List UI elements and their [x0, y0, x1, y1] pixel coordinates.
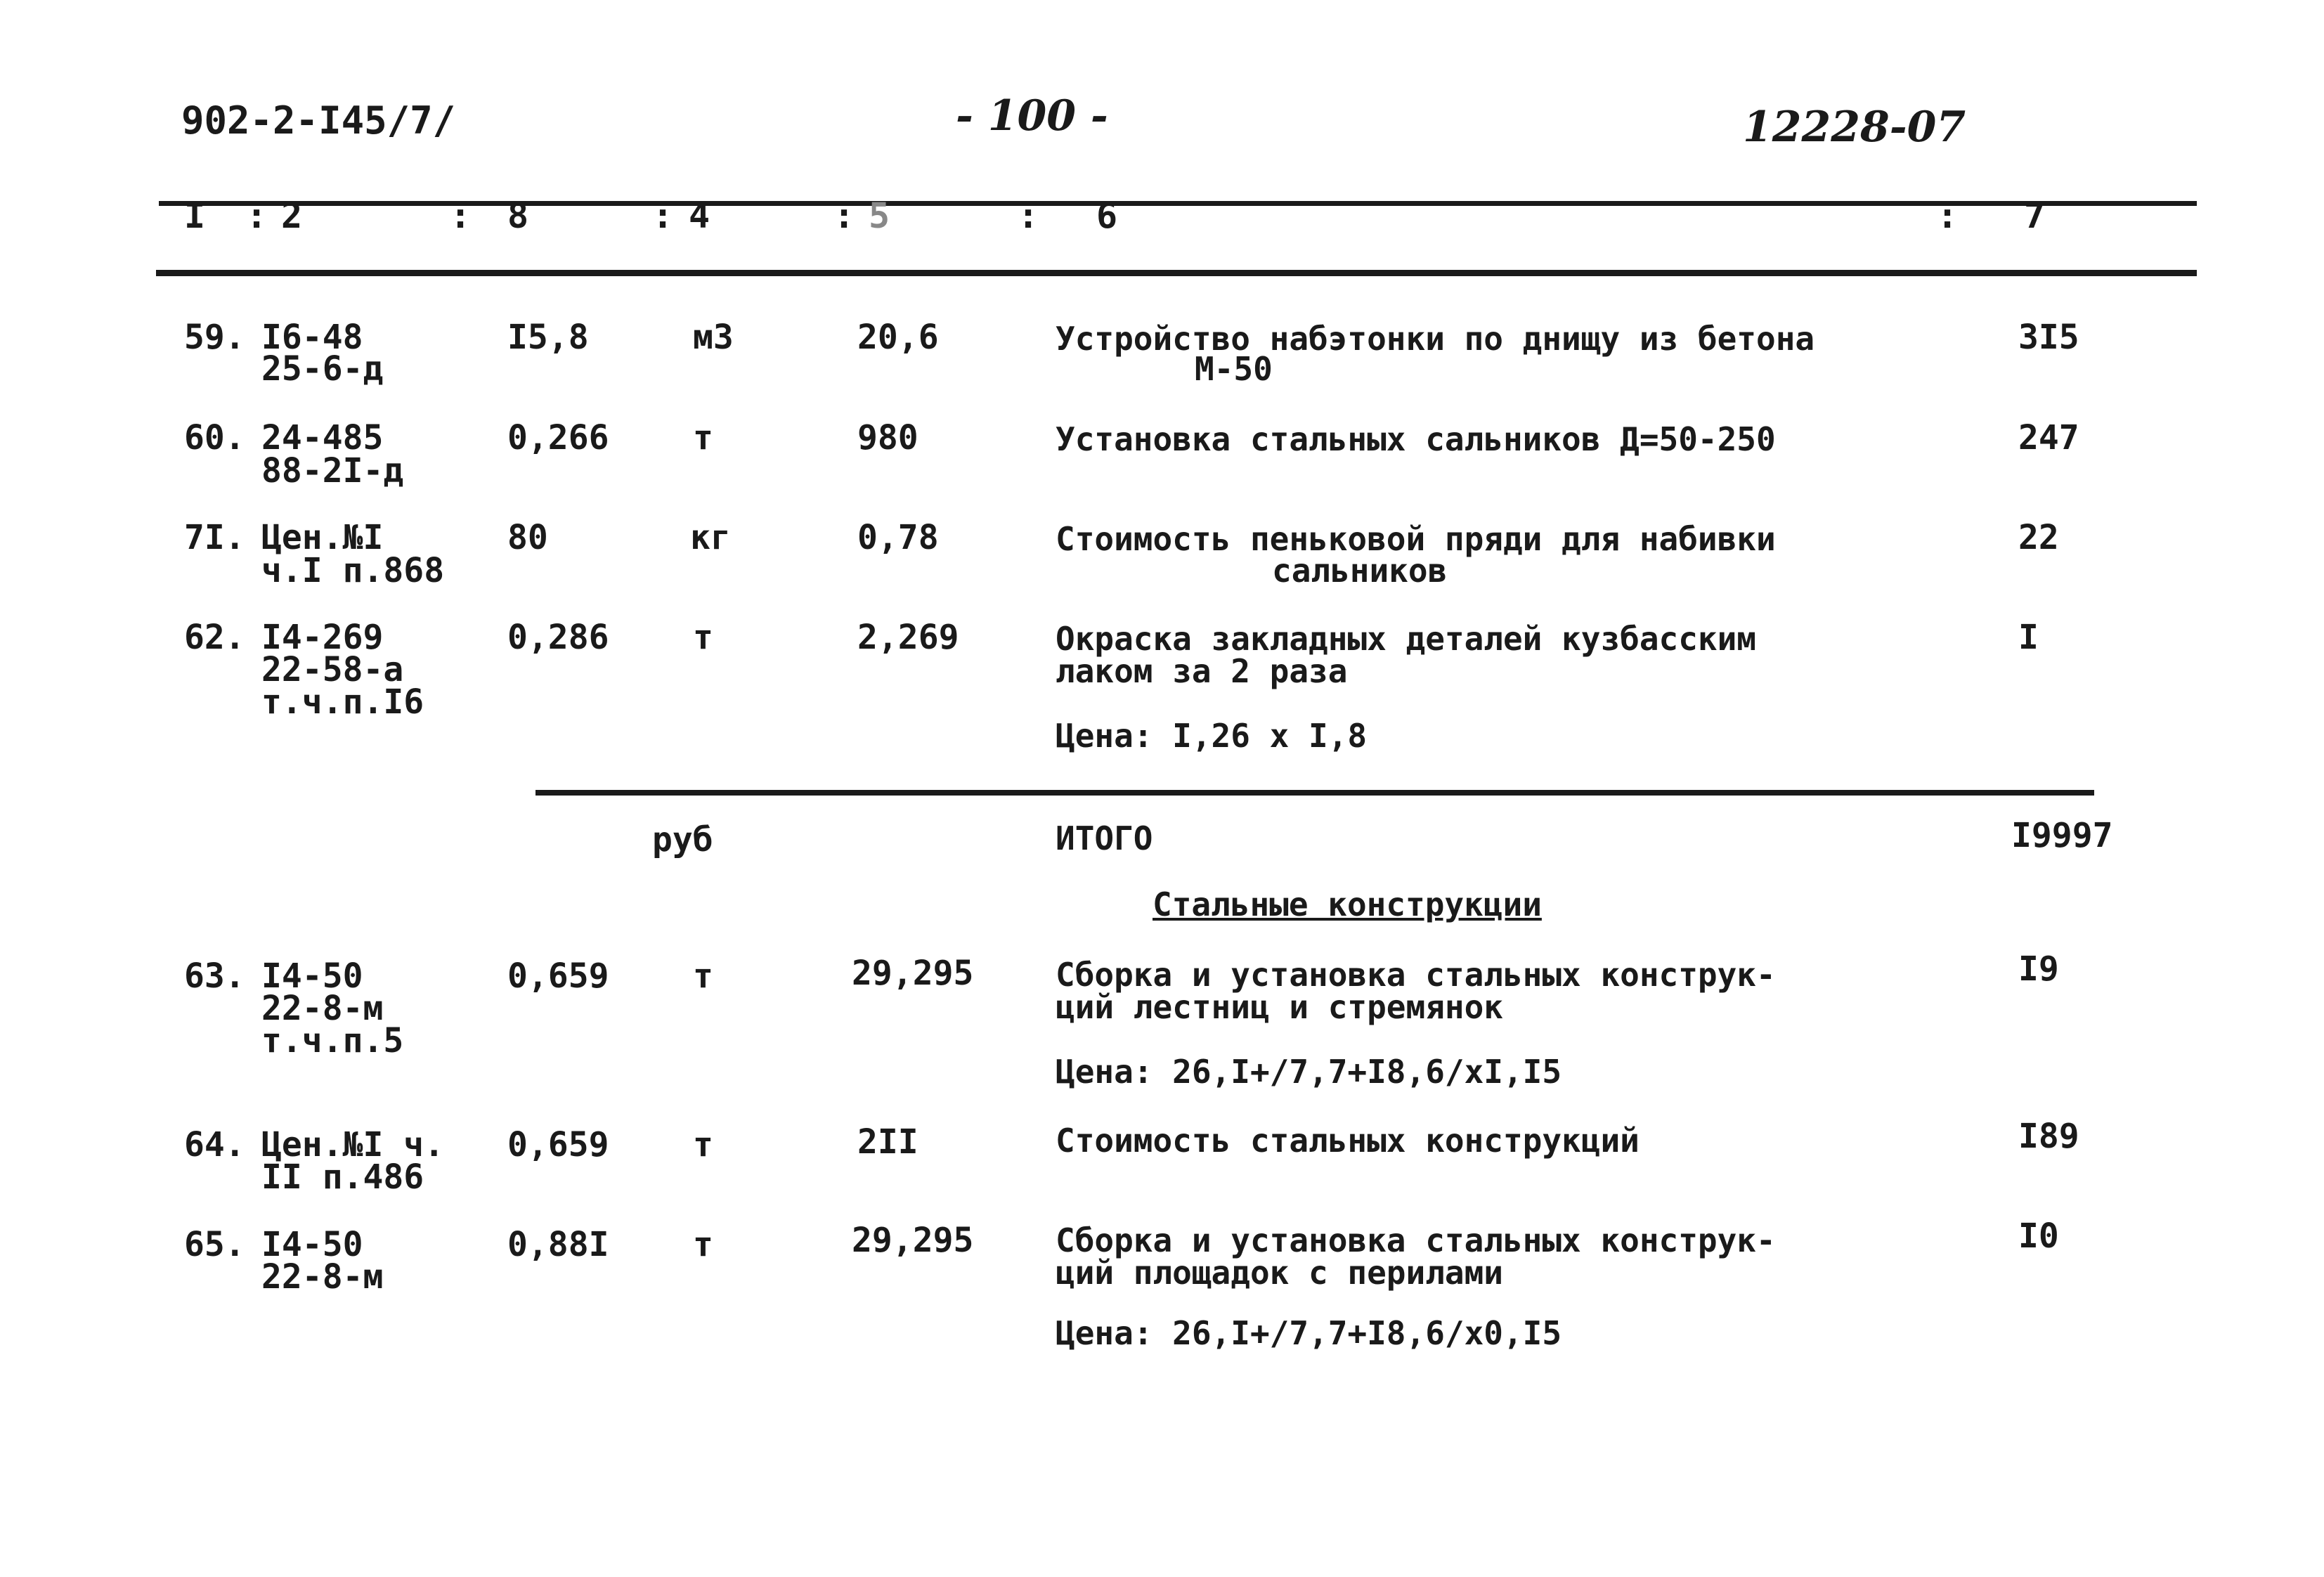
row-total: 3I5 [2018, 318, 2079, 357]
row-total: I [2018, 618, 2039, 657]
work-description: Окраска закладных деталей кузбасским [1056, 620, 1756, 658]
norm-code: 24-485 [261, 418, 384, 457]
quantity: 0,88I [507, 1225, 609, 1264]
work-description: Установка стальных сальников Д=50-250 [1056, 420, 1776, 458]
norm-code-sub: 22-8-м [261, 1257, 384, 1297]
norm-code-ref: т.ч.п.5 [261, 1021, 404, 1060]
norm-code: I4-50 [261, 1225, 363, 1264]
norm-code-sub: ч.I п.868 [261, 551, 445, 590]
col-sep: : [833, 195, 855, 236]
col-sep: : [1018, 195, 1039, 236]
row-number: 62. [184, 618, 245, 657]
row-total: I89 [2018, 1117, 2079, 1156]
col-sep: : [652, 195, 674, 236]
norm-code-ref: т.ч.п.I6 [261, 682, 424, 722]
unit: т [693, 618, 713, 657]
unit: кг [690, 518, 731, 557]
norm-code: I4-269 [261, 618, 384, 657]
unit-price: 29,295 [852, 954, 974, 993]
col-header-4: 4 [689, 195, 710, 236]
norm-code-sub: II п.486 [261, 1157, 424, 1197]
work-description: Устройство набэтонки по днищу из бетона [1056, 320, 1815, 358]
work-description: Сборка и установка стальных конструк- [1056, 1221, 1776, 1259]
work-description: Сборка и установка стальных конструк- [1056, 956, 1776, 994]
norm-code-sub: 25-6-д [261, 349, 384, 389]
subtotal-value: I9997 [2011, 816, 2113, 855]
row-number: 60. [184, 418, 245, 457]
col-header-2: 2 [281, 195, 303, 236]
section-title: Стальные конструкции [1153, 885, 1542, 923]
unit-price: 0,78 [857, 518, 939, 557]
quantity: 0,266 [507, 418, 609, 457]
table-header-rule [156, 270, 2197, 276]
col-sep: : [450, 195, 472, 236]
norm-code-sub: 22-8-м [261, 989, 384, 1028]
row-number: 59. [184, 318, 245, 357]
col-header-1: I [184, 195, 206, 236]
unit: т [693, 1125, 713, 1164]
work-description-cont: сальников [1272, 552, 1448, 590]
row-total: I9 [2018, 949, 2059, 989]
unit-price: 980 [857, 418, 918, 457]
page-number: - 100 - [956, 91, 1108, 141]
quantity: 0,659 [507, 1125, 609, 1164]
norm-code-sub: 22-58-а [261, 650, 404, 689]
unit-price: 20,6 [857, 318, 939, 357]
unit-price: 29,295 [852, 1221, 974, 1260]
norm-code: I6-48 [261, 318, 363, 357]
quantity: 0,286 [507, 618, 609, 657]
work-description-cont: М-50 [1195, 350, 1273, 388]
col-header-6: 6 [1096, 195, 1118, 236]
quantity: 0,659 [507, 956, 609, 996]
quantity: I5,8 [507, 318, 589, 357]
unit: м3 [693, 318, 734, 357]
subtotal-rule [535, 790, 2094, 796]
work-description-cont: ций площадок с перилами [1056, 1254, 1503, 1292]
row-total: I0 [2018, 1216, 2059, 1256]
col-sep: : [1937, 195, 1959, 236]
subtotal-label: ИТОГО [1056, 819, 1153, 857]
work-description: Стоимость пеньковой пряди для набивки [1056, 520, 1776, 558]
row-number: 7I. [184, 518, 245, 557]
document-code: 902-2-I45/7/ [181, 98, 456, 143]
subtotal-unit: руб [652, 820, 713, 859]
norm-code: Цен.№I ч. [261, 1125, 445, 1164]
work-description-cont: ций лестниц и стремянок [1056, 988, 1503, 1026]
row-number: 64. [184, 1125, 245, 1164]
row-number: 65. [184, 1225, 245, 1264]
inventory-number: 12228-07 [1743, 103, 1966, 152]
col-sep: : [246, 195, 268, 236]
unit-price: 2II [857, 1122, 918, 1162]
col-header-7: 7 [2024, 195, 2046, 236]
work-description: Стоимость стальных конструкций [1056, 1122, 1640, 1160]
unit-price: 2,269 [857, 618, 959, 657]
col-header-3: 8 [507, 195, 529, 236]
unit: т [693, 956, 713, 996]
price-formula: Цена: 26,I+/7,7+I8,6/х0,I5 [1056, 1314, 1562, 1352]
price-formula: Цена: 26,I+/7,7+I8,6/хI,I5 [1056, 1053, 1562, 1091]
unit: т [693, 1225, 713, 1264]
quantity: 80 [507, 518, 548, 557]
row-number: 63. [184, 956, 245, 996]
work-description-cont: лаком за 2 раза [1056, 652, 1348, 690]
col-header-5: 5 [869, 195, 890, 236]
norm-code-sub: 88-2I-д [261, 451, 404, 491]
unit: т [693, 418, 713, 457]
row-total: 247 [2018, 418, 2079, 457]
norm-code: Цен.№I [261, 518, 384, 557]
price-formula: Цена: I,26 х I,8 [1056, 717, 1368, 755]
norm-code: I4-50 [261, 956, 363, 996]
row-total: 22 [2018, 518, 2059, 557]
